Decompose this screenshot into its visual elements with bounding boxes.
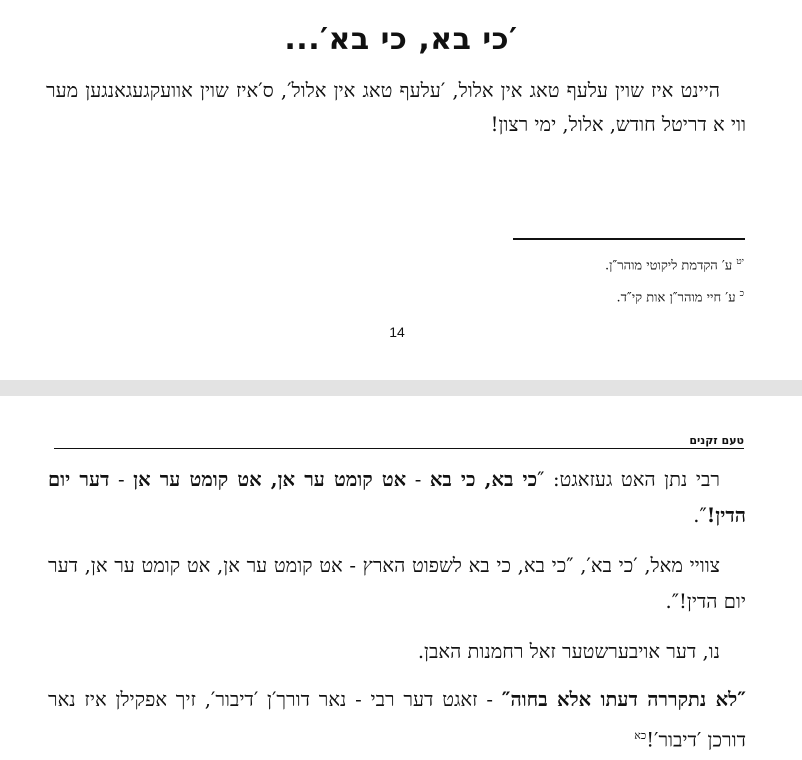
paragraph-4	[48, 682, 746, 759]
para4-rest: - זאגט דער רבי - נאר דורך′ן ′דיבור′, זיך אפקילן איז נאר דורכן ′דיבור′!	[48, 688, 746, 752]
page-lower	[0, 396, 802, 760]
body-paragraph: היינט איז שוין עלעף טאג אין אלול, ′עלעף טאג אין אלול′, ס′איז שוין אוועקגעגאנגען מער ווי א דריטל חודש, אלול, ימי רצון!	[46, 79, 746, 136]
paragraph-2: צוויי מאל, ′כי בא′, ″כי בא, כי בא לשפוט הארץ - אט קומט ער אן, אט קומט ער אן, דער יום הדין!″.	[48, 554, 746, 613]
para4-quote: ″לא נתקררה דעתו אלא בחוה″	[501, 688, 746, 711]
running-header	[54, 432, 744, 449]
page-separator	[0, 380, 802, 396]
para1-dash-1: -	[406, 468, 430, 491]
paragraph-3: נו, דער אויבערשטער זאל רחמנות האבן.	[417, 640, 720, 663]
footnote-mark: כ	[739, 289, 744, 299]
page-title: ′כי בא, כי בא′...	[284, 22, 518, 57]
footnote-2	[617, 288, 744, 305]
footnote-ref: כא	[634, 729, 647, 742]
footnote-divider	[513, 238, 745, 240]
paragraph-1	[48, 462, 746, 534]
para1-bold-1: כי בא, כי בא	[429, 468, 538, 491]
footnote-text: ע′ חיי מוהר″ן אות קי″ד.	[616, 290, 736, 306]
para1-lead: רבי נתן האט געזאגט: ″	[537, 468, 720, 491]
para1-dash-2: -	[109, 468, 134, 491]
page-number: 14	[389, 324, 405, 340]
para1-bold-3: דער יום הדין!	[48, 468, 746, 527]
running-header-title: טעם זקנים	[685, 434, 744, 447]
para1-tail: ″.	[693, 504, 707, 527]
para1-bold-2: אט קומט ער אן, אט קומט ער אן	[133, 468, 407, 491]
footnote-mark: יט	[736, 257, 744, 267]
footnote-1	[605, 256, 744, 273]
footnote-text: ע′ הקדמת ליקוטי מוהר″ן.	[604, 258, 733, 274]
